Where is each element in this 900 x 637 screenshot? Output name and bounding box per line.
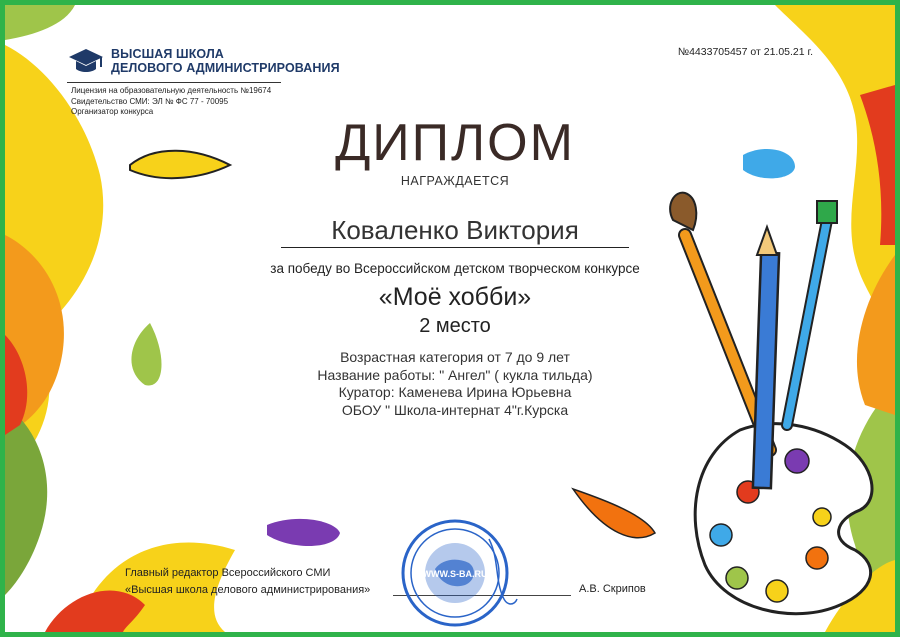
place-label: 2 место [419,315,491,337]
award-reason: за победу во Всероссийском детском творческом конкурсе [270,261,640,276]
curator: Куратор: Каменева Ирина Юрьевна [338,384,572,400]
left-green-splash [5,405,47,595]
editor-title: Главный редактор Всероссийского СМИ [125,567,331,579]
purple-drop [267,519,340,546]
organization-name [111,47,340,75]
awarded-label: НАГРАЖДАЕТСЯ [400,174,510,188]
stamp-text: WWW.S-BA.RU [422,569,488,579]
organizer-line: Организатор конкурса [71,107,154,116]
contest-name: «Моё хобби» [378,283,532,311]
logo-divider [67,82,281,83]
school: ОБОУ " Школа-интернат 4"г.Курска [341,401,569,418]
left-top-green-splash [5,5,75,40]
editor-organization: «Высшая школа делового администрирования» [125,584,371,596]
organization-name-line2: ДЕЛОВОГО АДМИНИСТРИРОВАНИЯ [111,61,340,75]
graduation-cap-icon [67,47,105,75]
document-number: №4433705457 от 21.05.21 г. [677,46,813,58]
work-title: Название работы: " Ангел" ( кукла тильда) [317,366,593,383]
license-line: Лицензия на образовательную деятельность №19674 [71,86,272,95]
recipient-name: Коваленко Виктория [331,215,579,245]
official-stamp [397,519,521,631]
media-certificate-line: Свидетельство СМИ: ЭЛ № ФС 77 - 70095 [71,96,229,106]
signatory-name: А.В. Скрипов [579,583,646,595]
orange-drop [573,489,655,538]
organization-logo [67,47,340,75]
organization-name-line1: ВЫСШАЯ ШКОЛА [111,47,224,61]
age-category: Возрастная категория от 7 до 9 лет [340,349,570,365]
recipient-underline [281,247,629,248]
diploma-title: ДИПЛОМ [335,114,575,172]
editor-info [125,565,370,599]
palette-icon [695,424,872,614]
diploma-details [5,349,900,419]
